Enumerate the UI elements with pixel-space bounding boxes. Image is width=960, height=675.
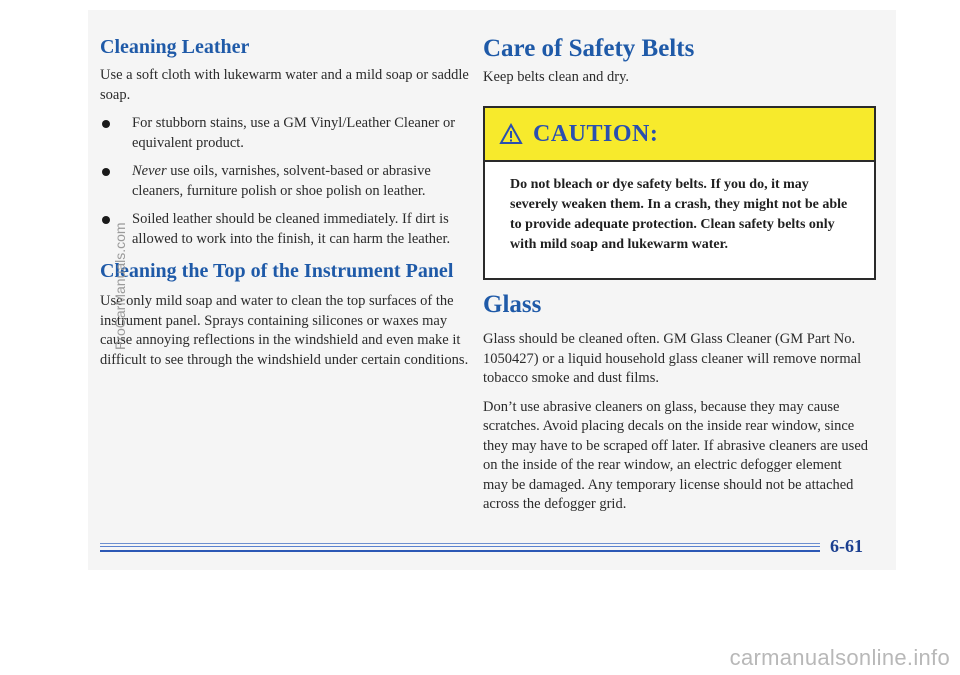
- bullet-text: use oils, varnishes, solvent-based or abrasive cleaners, furniture polish or shoe polish on leather.: [132, 163, 431, 199]
- bullet-text: For stubborn stains, use a GM Vinyl/Leather Cleaner or equivalent product.: [132, 115, 456, 151]
- leather-intro-text: Use a soft cloth with lukewarm water and a mild soap or saddle soap.: [100, 67, 469, 103]
- warning-triangle-icon: [499, 123, 523, 145]
- section-title-cleaning-leather: Cleaning Leather: [100, 36, 250, 58]
- caution-text: Do not bleach or dye safety belts. If you do, it may severely weaken them. In a crash, they might not be able to provide adequate protection. Clean safety belts only with mild soap and lukewarm water.: [510, 177, 848, 252]
- side-watermark: ProCarManuals.com: [112, 222, 128, 350]
- glass-text-1: Glass should be cleaned often. GM Glass Cleaner (GM Part No. 1050427) or a liquid household glass cleaner will remove normal tobacco smoke and dust films.: [483, 331, 862, 386]
- bullet-text: Soiled leather should be cleaned immediately. If dirt is allowed to work into the finish, it can harm the leather.: [132, 211, 451, 247]
- bullet-dot-icon: [102, 168, 110, 176]
- bullet-dot-icon: [102, 216, 110, 224]
- section-title-glass: Glass: [483, 291, 542, 318]
- caution-label: CAUTION:: [533, 120, 659, 147]
- glass-section: [483, 290, 868, 515]
- belts-text: Keep belts clean and dry.: [483, 69, 630, 85]
- caution-box: [483, 106, 876, 280]
- bullet-item: [100, 162, 480, 201]
- bullet-emphasis: Never: [132, 163, 167, 179]
- page-number: 6-61: [830, 536, 863, 556]
- section-title-instrument-panel: Cleaning the Top of the Instrument Panel: [100, 260, 454, 282]
- left-column: [100, 34, 480, 370]
- section-title-safety-belts: Care of Safety Belts: [483, 35, 695, 62]
- bullet-item: [100, 114, 480, 153]
- bullet-dot-icon: [102, 120, 110, 128]
- caution-header: [485, 108, 874, 162]
- bullet-item: [100, 210, 480, 249]
- instrument-panel-text: Use only mild soap and water to clean the top surfaces of the instrument panel. Sprays containing silicones or waxes may cause annoying reflections in the windshield and even make it difficult to see through the windshield under certain conditions.: [100, 293, 469, 368]
- glass-text-2: Don’t use abrasive cleaners on glass, because they may cause scratches. Avoid placing decals on the inside rear window, since they may have to be scraped off later. If abrasive cleaners are used on the inside of the rear window, an electric defogger element may be damaged. Any temporary license should not be attached across the defogger grid.: [483, 398, 869, 512]
- leather-bullet-list: [100, 114, 480, 249]
- footer-rule: [100, 543, 820, 555]
- bottom-watermark: carmanualsonline.info: [729, 645, 950, 670]
- right-column: [483, 34, 873, 88]
